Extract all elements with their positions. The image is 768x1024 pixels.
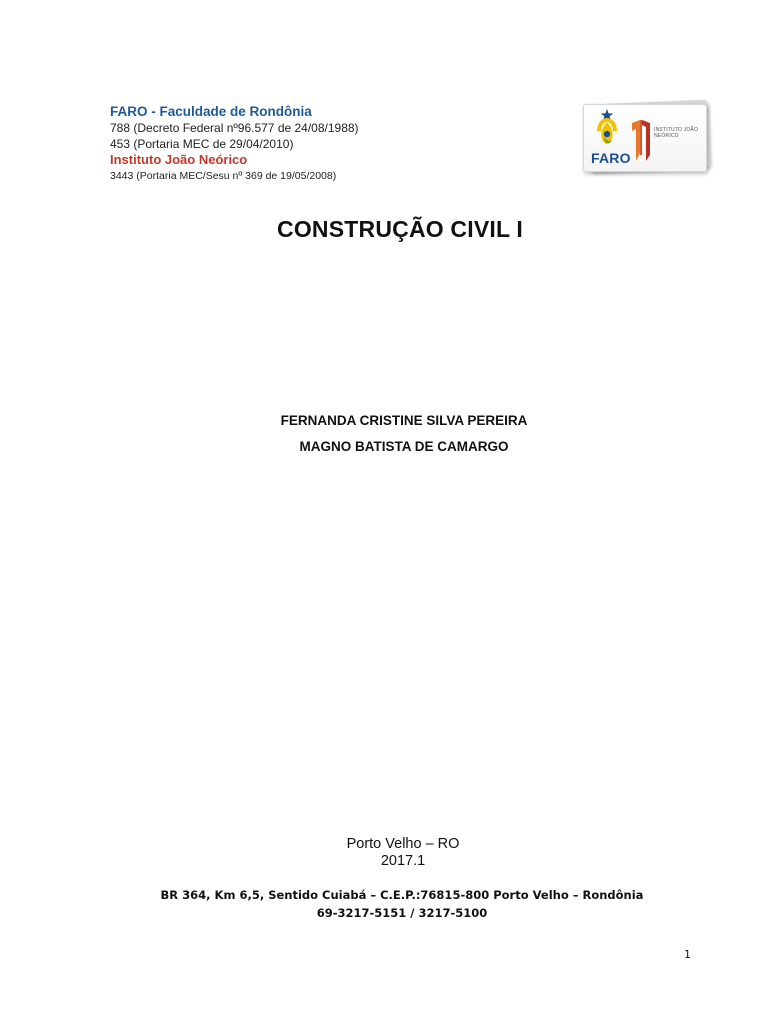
year-text: 2017.1	[380, 853, 426, 869]
authors-block	[0, 408, 768, 460]
institution-logo	[583, 100, 711, 174]
institution-name: FARO - Faculdade de Rondônia	[110, 104, 312, 119]
ijn-logo-text: INSTITUTO JOÃO NEÓRICO	[654, 127, 699, 139]
institute-registration: 3443 (Portaria MEC/Sesu nº 369 de 19/05/2008)	[110, 170, 337, 182]
address-text: BR 364, Km 6,5, Sentido Cuiabá – C.E.P.:76815-800 Porto Velho – Rondônia	[160, 888, 644, 902]
document-title: CONSTRUÇÃO CIVIL I	[277, 216, 523, 242]
faro-emblem-icon	[599, 109, 615, 144]
author-name: MAGNO BATISTA DE CAMARGO	[299, 439, 509, 454]
faro-logo-text: FARO	[591, 150, 631, 166]
author-name: FERNANDA CRISTINE SILVA PEREIRA	[280, 413, 528, 428]
institute-name: Instituto João Neórico	[110, 152, 248, 167]
address-block	[0, 886, 768, 922]
page-number: 1	[684, 948, 691, 961]
place-year-block	[0, 836, 768, 870]
institution-header	[110, 104, 410, 184]
ijn-emblem-icon	[632, 120, 650, 161]
logo-card	[583, 104, 707, 172]
faro-portaria: 453 (Portaria MEC de 29/04/2010)	[110, 137, 294, 151]
faro-registration: 788 (Decreto Federal nº96.577 de 24/08/1988)	[110, 121, 359, 135]
phones-text: 69-3217-5151 / 3217-5100	[316, 906, 488, 920]
place-text: Porto Velho – RO	[346, 836, 460, 852]
